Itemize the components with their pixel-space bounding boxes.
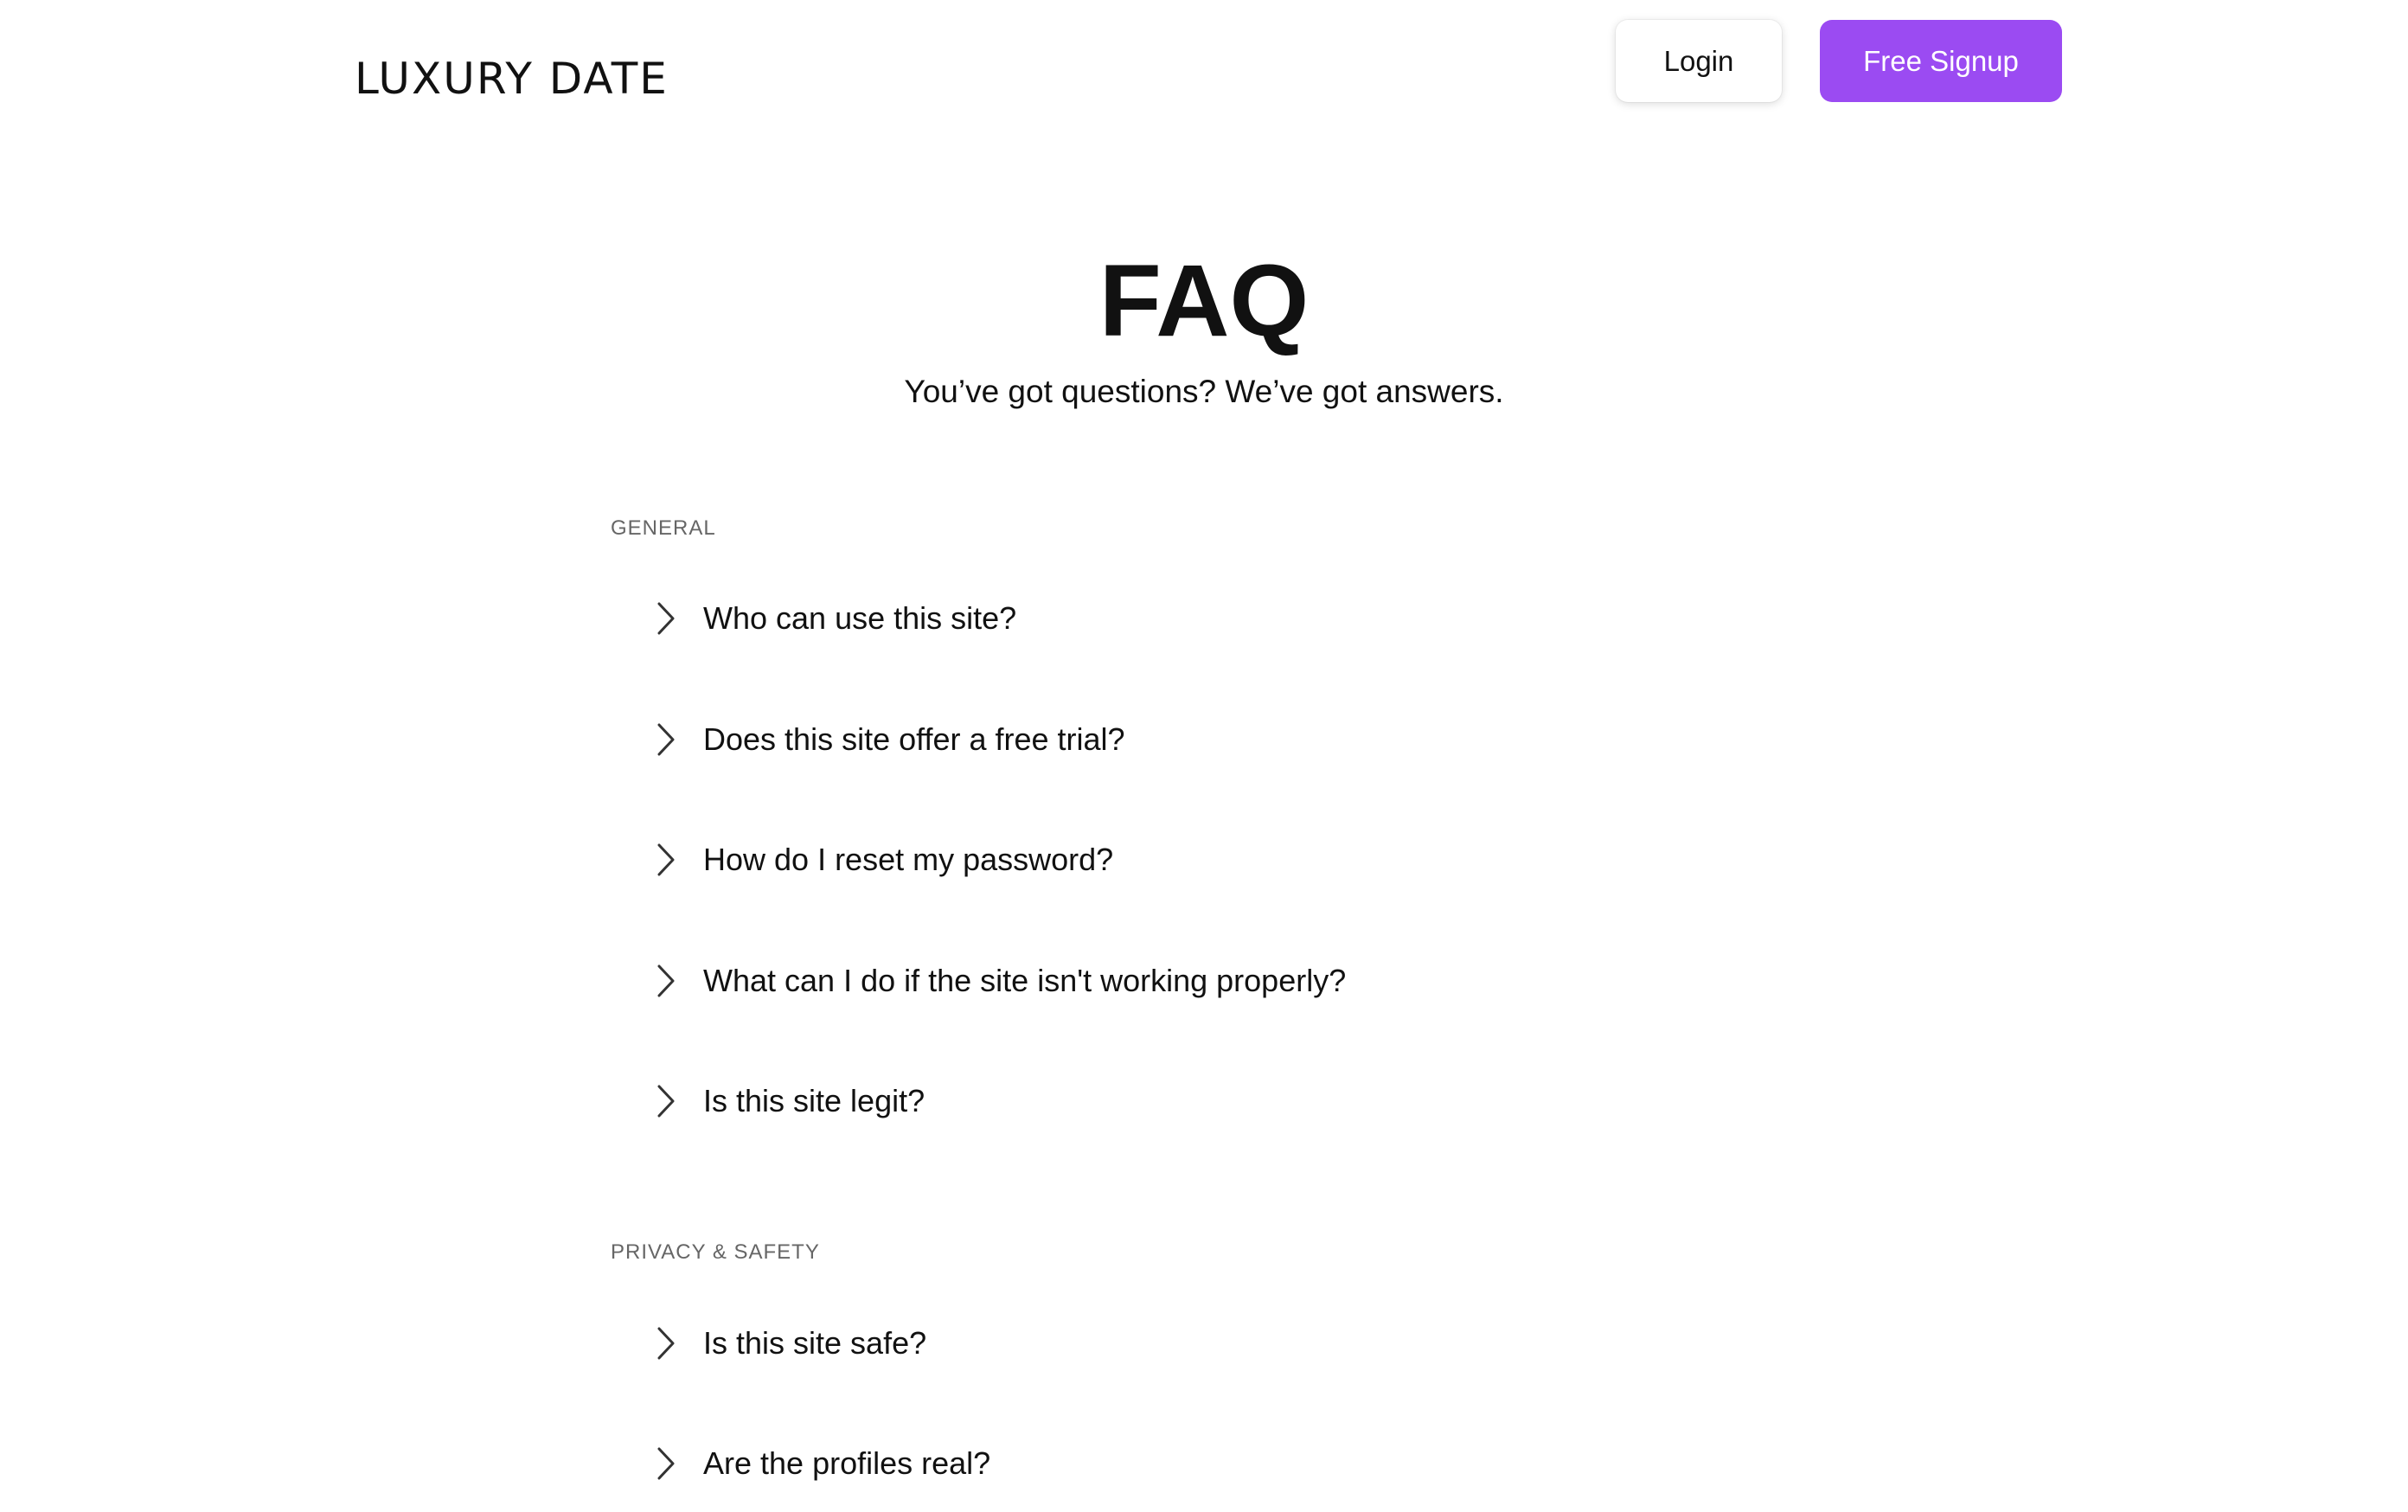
faq-question: Does this site offer a free trial? xyxy=(703,721,1125,757)
chevron-right-icon xyxy=(652,963,680,999)
page-subtitle: You’ve got questions? We’ve got answers. xyxy=(904,374,1504,409)
section-label-privacy-safety: PRIVACY & SAFETY xyxy=(611,1240,820,1264)
page-title: FAQ xyxy=(1098,244,1310,358)
faq-question: Who can use this site? xyxy=(703,600,1017,636)
faq-question: How do I reset my password? xyxy=(703,842,1114,877)
faq-item[interactable] xyxy=(611,1062,1797,1140)
faq-question: Is this site safe? xyxy=(703,1325,927,1361)
site-header xyxy=(0,0,2408,147)
chevron-right-icon xyxy=(652,1445,680,1482)
chevron-right-icon xyxy=(652,1083,680,1119)
chevron-right-icon xyxy=(652,600,680,637)
faq-question: Are the profiles real? xyxy=(703,1445,991,1481)
faq-question: Is this site legit? xyxy=(703,1083,925,1118)
chevron-right-icon xyxy=(652,721,680,758)
chevron-right-icon xyxy=(652,1325,680,1361)
faq-question: What can I do if the site isn't working properly? xyxy=(703,963,1347,998)
chevron-right-icon xyxy=(652,842,680,878)
faq-item[interactable] xyxy=(611,942,1797,1020)
faq-item[interactable] xyxy=(611,821,1797,899)
login-button[interactable]: Login xyxy=(1616,20,1782,102)
faq-item[interactable] xyxy=(611,701,1797,778)
faq-item[interactable] xyxy=(611,1425,1797,1502)
section-label-general: GENERAL xyxy=(611,516,716,540)
faq-item[interactable] xyxy=(611,1304,1797,1382)
free-signup-button[interactable]: Free Signup xyxy=(1820,20,2062,102)
faq-item[interactable] xyxy=(611,580,1797,657)
site-logo[interactable]: LUXURY DATE xyxy=(355,54,669,104)
